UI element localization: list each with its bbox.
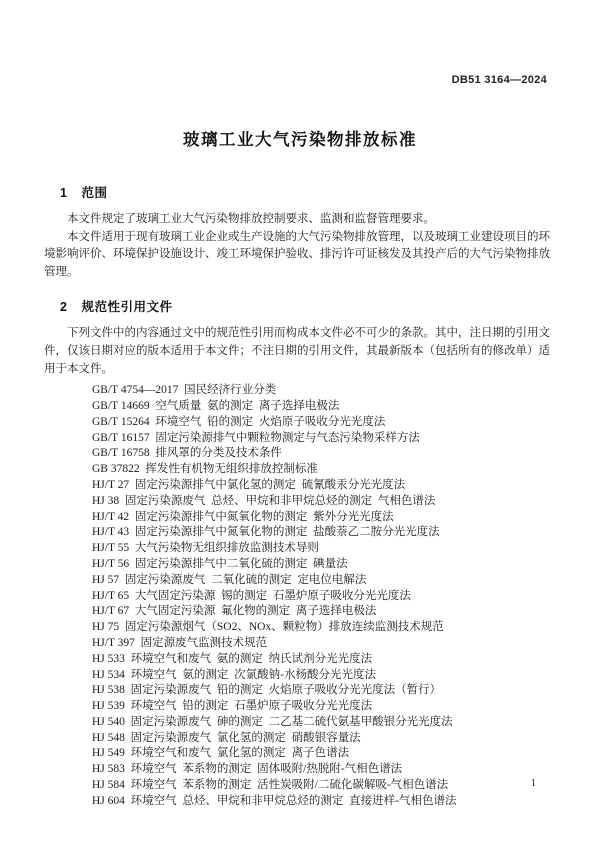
reference-item: GB/T 14669 空气质量 氨的测定 离子选择电极法 (92, 399, 340, 412)
document-body (44, 183, 550, 810)
scope-paragraph-1: 本文件规定了玻璃工业大气污染物排放控制要求、监测和监督管理要求。 (67, 213, 435, 225)
scope-paragraph-2: 本文件适用于现有玻璃工业企业或生产设施的大气污染物排放管理，以及玻璃工业建设项目的环境影响评价、环境保护设施设计、竣工环境保护验收、排污许可证核发及其投产后的大气污染物排放管理。 (44, 230, 550, 278)
reference-item: GB 37822 挥发性有机物无组织排放控制标准 (92, 463, 318, 476)
page-number: 1 (530, 778, 536, 789)
reference-item: HJ 38 固定污染源废气 总烃、甲烷和非甲烷总烃的测定 气相色谱法 (92, 494, 436, 507)
section-references-heading (60, 297, 550, 315)
reference-item: HJ 75 固定污染源烟气（SO2、NOx、颗粒物）排放连续监测技术规范 (92, 621, 444, 634)
reference-item: HJ 583 环境空气 苯系物的测定 固体吸附/热脱附-气相色谱法 (92, 763, 403, 776)
section-scope-title: 范围 (81, 186, 108, 200)
reference-item: HJ/T 56 固定污染源排气中二氧化硫的测定 碘量法 (92, 557, 348, 570)
reference-item: GB/T 16758 排风罩的分类及技术条件 (92, 447, 282, 460)
reference-item: HJ 549 环境空气和废气 氯化氢的测定 离子色谱法 (92, 747, 350, 760)
reference-item: HJ 548 固定污染源废气 氯化氢的测定 硝酸银容量法 (92, 731, 361, 744)
reference-item: HJ/T 397 固定源废气监测技术规范 (92, 636, 268, 649)
reference-item: HJ/T 67 大气固定污染源 氟化物的测定 离子选择电极法 (92, 605, 377, 618)
reference-item: HJ/T 65 大气固定污染源 锡的测定 石墨炉原子吸收分光光度法 (92, 589, 411, 602)
reference-item: HJ 540 固定污染源废气 砷的测定 二乙基二硫代氨基甲酸银分光光度法 (92, 715, 453, 728)
section-scope-number: 1 (60, 186, 68, 200)
reference-item: HJ 533 环境空气和废气 氨的测定 纳氏试剂分光光度法 (92, 652, 373, 665)
reference-item: HJ 539 环境空气 铅的测定 石墨炉原子吸收分光光度法 (92, 700, 373, 713)
standard-code: DB51 3164—2024 (451, 74, 547, 86)
section-scope-heading (60, 183, 550, 201)
reference-item: GB/T 15264 环境空气 铅的测定 火焰原子吸收分光光度法 (92, 415, 386, 428)
reference-item: HJ/T 43 固定污染源排气中氮氧化物的测定 盐酸萘乙二胺分光光度法 (92, 526, 440, 539)
reference-item: HJ/T 42 固定污染源排气中氮氧化物的测定 紫外分光光度法 (92, 510, 394, 523)
references-intro-paragraph: 下列文件中的内容通过文中的规范性引用而构成本文件必不可少的条款。其中，注日期的引用文件，仅该日期对应的版本适用于本文件；不注日期的引用文件，其最新版本（包括所有的修改单）适用于本文件。 (44, 327, 550, 375)
document-title: 玻璃工业大气污染物排放标准 (183, 131, 417, 149)
reference-list (92, 383, 550, 810)
reference-item: HJ 538 固定污染源废气 铅的测定 火焰原子吸收分光光度法（暂行） (92, 684, 442, 697)
reference-item: HJ 584 环境空气 苯系物的测定 活性炭吸附/二硫化碳解吸-气相色谱法 (92, 779, 449, 792)
reference-item: GB/T 16157 固定污染源排气中颗粒物测定与气态污染物采样方法 (92, 431, 420, 444)
reference-item: HJ/T 55 大气污染物无组织排放监测技术导则 (92, 542, 319, 555)
section-references-title: 规范性引用文件 (81, 300, 173, 315)
reference-item: GB/T 4754—2017 国民经济行业分类 (92, 384, 277, 397)
reference-item: HJ 534 环境空气 氨的测定 次氯酸钠-水杨酸分光光度法 (92, 668, 376, 681)
section-references-number: 2 (60, 300, 68, 315)
reference-item: HJ 57 固定污染源废气 二氧化硫的测定 定电位电解法 (92, 573, 367, 586)
reference-item: HJ 604 环境空气 总烃、甲烷和非甲烷总烃的测定 直接进样-气相色谱法 (92, 794, 457, 807)
reference-item: HJ/T 27 固定污染源排气中氯化氢的测定 硫氰酸汞分光光度法 (92, 478, 406, 491)
